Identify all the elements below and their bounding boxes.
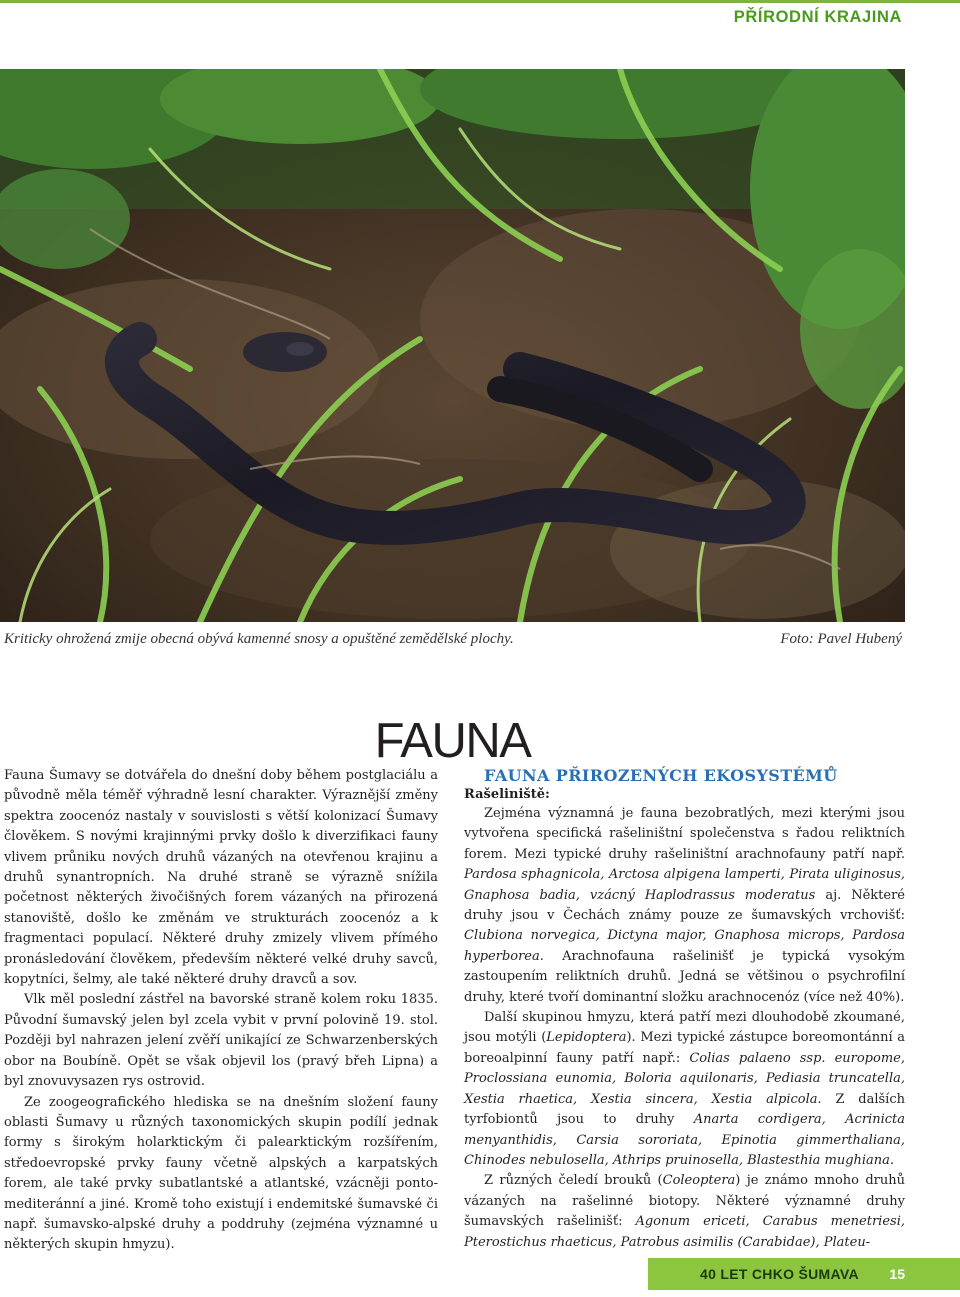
footer-strip [917,1258,960,1290]
section-heading: FAUNA PŘIROZENÝCH EKOSYSTÉMŮ [484,766,838,785]
left-paragraph-2: Vlk měl poslední zástřel na bavorské straně kolem roku 1835. Původní šumavský jelen byl zcela vybit v první polovině 19. stol. Později byl nahrazen jelení zvěří unikající ze Schwarzenberských obor na Boubíně. Opět se však objevil los (pravý břeh Lipna) a byl znovuvysazen rys ostrovid. [4,992,438,1090]
viper-photo [0,69,905,622]
right-paragraph-1: Zejména významná je fauna bezobratlých, mezi kterými jsou vytvořena specifická rašeliništní společenstva s řadou reliktních forem. Mezi typické druhy rašeliništní arachnofauny patří např. Pardosa sphagnicola, Arctosa alpigena lamperti, Pirata uliginosus, Gnaphosa badia, vzácný Haplodrassus moderatus aj. Některé druhy jsou v Čechách známy pouze ze šumavských vrchovišť: Clubiona norvegica, Dictyna major, Gnaphosa microps, Pardosa hyperborea. Arachnofauna rašelinišť je typická vysokým zastoupením reliktních druhů. Jedná se většinou o psychrofilní druhy, které tvoří dominantní složku arachnocenóz (více než 40%). [464,806,906,1005]
footer-label: 40 LET CHKO ŠUMAVA [700,1266,859,1282]
right-paragraph-2: Další skupinou hmyzu, která patří mezi dlouhodobě zkoumané, jsou motýli (Lepidoptera). Mezi typické zástupce boreomontánní a boreoalpinní fauny patří např.: Colias palaeno ssp. europome, Proclossiana eunomia, Boloria aquilonaris, Pediasia truncatella, Xestia rhaetica, Xestia sincera, Xestia alpicola. Z dalších tyrfobiontů jsou to druhy Anarta cordigera, Acrinicta menyanthidis, Carsia sororiata, Epinotia gimmerthaliana, Chinodes nebulosella, Athrips pruinosella, Blastesthia mughiana. [464,1010,905,1168]
caption-text: Kriticky ohrožená zmije obecná obývá kamenné snosy a opuštěné zemědělské plochy. [4,631,514,647]
left-paragraph-1: Fauna Šumavy se dotvářela do dnešní doby během postglaciálu a původně měla téměř výhradně lesní charakter. Výraznější změny spektra zoocenóz nastaly v souvislosti s větší kolonizací Šumavy člověkem. S novými krajinnými prvky došlo k diverzifikaci fauny vlivem průniku nových druhů vázaných na otevřenou krajinu a druhů synantropních. Na druhé straně se výrazně snížila početnost některých živočišných forem vázaných na přirozená stanoviště, došlo ke změnám ve strukturách zoocenóz a k fragmentaci populací. Některé druhy zmizely vlivem přímého pronásledování člověkem, především některé velké druhy savců, kopytníci, šelmy, ale také některé druhy dravců a sov. [4,768,438,988]
footer-bar [648,1258,917,1290]
subsection-heading: Rašeliniště: [464,787,550,802]
right-paragraph-3: Z různých čeledí brouků (Coleoptera) je známo mnoho druhů vázaných na rašelinné biotopy. Některé významné druhy šumavských rašelinišť: Agonum ericeti, Carabus menetriesi, Pterostichus rhaeticus, Patrobus asimilis (Carabidae), Plateu- [464,1173,905,1250]
left-column [4,766,438,1256]
left-paragraph-3: Ze zoogeografického hlediska se na dnešním složení fauny oblasti Šumavy u různých taxonomických skupin podílí jednak formy s širokým holarktickým či palearktickým rozšířením, středoevropské prvky fauny včetně alpských a karpatských forem, ale také prvky subatlantské a atlantské, vzácněji ponto-mediteránní a jiné. Kromě toho existují i endemitské šumavské či např. šumavsko-alpské druhy a poddruhy (zejména významné u některých skupin hmyzu). [4,1094,438,1253]
header-rule [0,0,960,3]
section-title: PŘÍRODNÍ KRAJINA [733,8,902,26]
right-column [464,766,905,1253]
page-number: 15 [889,1266,905,1282]
viper-photo-graphic [0,69,905,622]
photo-caption [4,631,902,648]
photo-credit: Foto: Pavel Hubený [780,631,902,647]
article-title: FAUNA [374,713,531,768]
